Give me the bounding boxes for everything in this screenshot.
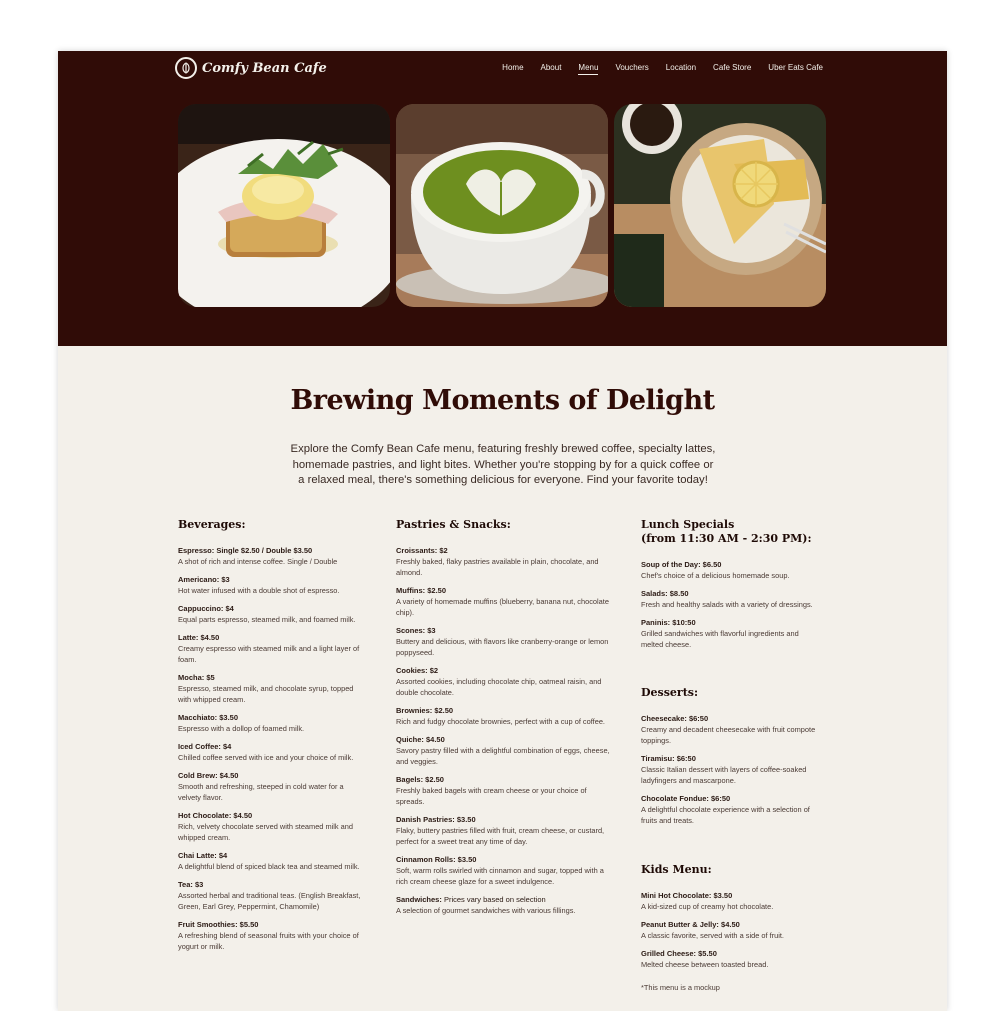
eggs-benedict-photo xyxy=(178,104,390,307)
item-description: Grilled sandwiches with flavorful ingredients and melted cheese. xyxy=(641,629,799,649)
item-name: Cappuccino: $4 xyxy=(178,604,234,613)
desserts-title: Desserts: xyxy=(641,686,699,699)
menu-item xyxy=(396,814,610,847)
item-description: Chilled coffee served with ice and your choice of milk. xyxy=(178,753,354,762)
right-column xyxy=(641,518,821,992)
lunch-title: Lunch Specials xyxy=(641,518,735,531)
item-description: Hot water infused with a double shot of espresso. xyxy=(178,586,340,595)
kids-title: Kids Menu: xyxy=(641,863,712,876)
item-description: Flaky, buttery pastries filled with fruit, cream cheese, or custard, perfect for a sweet treat any time of day. xyxy=(396,826,605,846)
item-description: Freshly baked bagels with cream cheese or your choice of spreads. xyxy=(396,786,587,806)
leaf-icon xyxy=(175,57,197,79)
item-description: Soft, warm rolls swirled with cinnamon and sugar, topped with a rich cream cheese glaze for a sweet indulgence. xyxy=(396,866,604,886)
nav-menu[interactable]: Menu xyxy=(578,63,598,75)
item-name: Cold Brew: $4.50 xyxy=(178,771,239,780)
brand-logo[interactable] xyxy=(175,57,327,79)
item-name: Latte: $4.50 xyxy=(178,633,220,642)
item-description: Creamy espresso with steamed milk and a light layer of foam. xyxy=(178,644,360,664)
menu-item xyxy=(178,741,368,763)
item-description: A delightful blend of spiced black tea and steamed milk. xyxy=(178,862,360,871)
beverages-title: Beverages: xyxy=(178,518,246,531)
menu-item xyxy=(178,850,368,872)
item-description: Chef's choice of a delicious homemade soup. xyxy=(641,571,790,580)
menu-item xyxy=(641,753,821,786)
menu-item xyxy=(641,890,821,912)
item-name: Bagels: $2.50 xyxy=(396,775,444,784)
item-name: Mocha: $5 xyxy=(178,673,215,682)
intro-paragraph: Explore the Comfy Bean Cafe menu, featuring freshly brewed coffee, specialty lattes, homemade pastries, and light bites. Whether you're stopping by for a quick coffee or a relaxed meal, there's something delicious for everyone. Find your favorite today! xyxy=(290,443,716,486)
matcha-latte-photo xyxy=(396,104,608,307)
nav-location[interactable]: Location xyxy=(665,63,697,72)
nav-cafe-store[interactable]: Cafe Store xyxy=(713,63,752,72)
item-name: Cookies: $2 xyxy=(396,666,439,675)
item-name: Quiche: $4.50 xyxy=(396,735,445,744)
item-description: Assorted herbal and traditional teas. (English Breakfast, Green, Earl Grey, Peppermint, Chamomile) xyxy=(178,891,361,911)
menu-item xyxy=(178,574,368,596)
item-name: Sandwiches: xyxy=(396,895,442,904)
menu-item xyxy=(641,559,821,581)
menu-item xyxy=(178,919,368,952)
item-description: Rich and fudgy chocolate brownies, perfect with a cup of coffee. xyxy=(396,717,605,726)
nav-uber-eats-cafe[interactable]: Uber Eats Cafe xyxy=(768,63,823,72)
item-price-note: Prices vary based on selection xyxy=(443,895,546,904)
lemon-cake-photo xyxy=(614,104,826,307)
item-name: Hot Chocolate: $4.50 xyxy=(178,811,253,820)
item-description: Espresso with a dollop of foamed milk. xyxy=(178,724,305,733)
item-name: Soup of the Day: $6.50 xyxy=(641,560,722,569)
menu-item xyxy=(396,734,610,767)
item-description: A kid-sized cup of creamy hot chocolate. xyxy=(641,902,774,911)
pastries-section xyxy=(396,518,610,916)
menu-item xyxy=(641,793,821,826)
menu-item xyxy=(641,713,821,746)
menu-item xyxy=(178,603,368,625)
menu-item xyxy=(396,665,610,698)
item-name: Danish Pastries: $3.50 xyxy=(396,815,476,824)
item-description: A classic favorite, served with a side of fruit. xyxy=(641,931,784,940)
menu-item xyxy=(178,810,368,843)
nav-about[interactable]: About xyxy=(540,63,562,72)
item-name: Brownies: $2.50 xyxy=(396,706,454,715)
item-description: Creamy and decadent cheesecake with fruit compote toppings. xyxy=(641,725,816,745)
item-name: Mini Hot Chocolate: $3.50 xyxy=(641,891,733,900)
item-name: Peanut Butter & Jelly: $4.50 xyxy=(641,920,740,929)
item-name: Espresso: Single $2.50 / Double $3.50 xyxy=(178,546,313,555)
menu-item xyxy=(178,545,368,567)
menu-item xyxy=(396,625,610,658)
item-description: Smooth and refreshing, steeped in cold water for a velvety flavor. xyxy=(178,782,344,802)
menu-item xyxy=(396,774,610,807)
item-name: Tiramisu: $6:50 xyxy=(641,754,696,763)
item-description: A variety of homemade muffins (blueberry, banana nut, chocolate chip). xyxy=(396,597,609,617)
item-name: Iced Coffee: $4 xyxy=(178,742,232,751)
item-description: A shot of rich and intense coffee. Single / Double xyxy=(178,557,338,566)
desserts-section xyxy=(641,686,821,826)
item-name: Americano: $3 xyxy=(178,575,230,584)
item-name: Tea: $3 xyxy=(178,880,204,889)
item-name: Grilled Cheese: $5.50 xyxy=(641,949,717,958)
page-headline: Brewing Moments of Delight xyxy=(290,385,715,416)
menu-item xyxy=(641,617,821,650)
item-description: Buttery and delicious, with flavors like cranberry-orange or lemon poppyseed. xyxy=(396,637,609,657)
menu-item xyxy=(178,770,368,803)
menu-item xyxy=(641,919,821,941)
item-description: A delightful chocolate experience with a selection of fruits and treats. xyxy=(641,805,810,825)
menu-item xyxy=(178,632,368,665)
mockup-footnote: *This menu is a mockup xyxy=(641,983,720,992)
hero-header xyxy=(58,51,947,346)
page-card xyxy=(58,51,947,1011)
pastries-title: Pastries & Snacks: xyxy=(396,518,511,531)
item-name: Macchiato: $3.50 xyxy=(178,713,239,722)
item-name: Croissants: $2 xyxy=(396,546,448,555)
nav-vouchers[interactable]: Vouchers xyxy=(615,63,649,72)
brand-name: Comfy Bean Cafe xyxy=(202,60,327,76)
menu-item xyxy=(178,879,368,912)
item-description: Espresso, steamed milk, and chocolate syrup, topped with whipped cream. xyxy=(178,684,354,704)
menu-item xyxy=(641,588,821,610)
item-description: Rich, velvety chocolate served with steamed milk and whipped cream. xyxy=(178,822,353,842)
menu-item xyxy=(396,585,610,618)
menu-item-sandwiches xyxy=(396,894,610,916)
menu-item xyxy=(396,545,610,578)
item-description: Classic Italian dessert with layers of coffee-soaked ladyfingers and mascarpone. xyxy=(641,765,807,785)
menu-item xyxy=(396,854,610,887)
item-name: Muffins: $2.50 xyxy=(396,586,447,595)
item-name: Salads: $8.50 xyxy=(641,589,689,598)
item-description: A selection of gourmet sandwiches with various fillings. xyxy=(396,906,576,915)
nav-home[interactable]: Home xyxy=(502,63,524,72)
lunch-specials-section xyxy=(641,518,821,650)
item-description: Savory pastry filled with a delightful combination of eggs, cheese, and veggies. xyxy=(396,746,610,766)
kids-menu-section xyxy=(641,863,821,992)
item-name: Paninis: $10:50 xyxy=(641,618,696,627)
item-description: A refreshing blend of seasonal fruits with your choice of yogurt or milk. xyxy=(178,931,359,951)
menu-item xyxy=(641,948,821,970)
item-name: Scones: $3 xyxy=(396,626,436,635)
menu-item xyxy=(178,672,368,705)
menu-item xyxy=(178,712,368,734)
item-name: Chocolate Fondue: $6:50 xyxy=(641,794,731,803)
item-name: Chai Latte: $4 xyxy=(178,851,228,860)
item-description: Equal parts espresso, steamed milk, and foamed milk. xyxy=(178,615,356,624)
lunch-hours: (from 11:30 AM - 2:30 PM): xyxy=(641,532,812,545)
item-description: Assorted cookies, including chocolate chip, oatmeal raisin, and double chocolate. xyxy=(396,677,602,697)
menu-item xyxy=(396,705,610,727)
main-nav xyxy=(485,63,823,75)
beverages-section xyxy=(178,518,368,952)
item-description: Fresh and healthy salads with a variety of dressings. xyxy=(641,600,813,609)
item-description: Freshly baked, flaky pastries available in plain, chocolate, and almond. xyxy=(396,557,599,577)
item-name: Fruit Smoothies: $5.50 xyxy=(178,920,259,929)
item-description: Melted cheese between toasted bread. xyxy=(641,960,769,969)
item-name: Cheesecake: $6:50 xyxy=(641,714,709,723)
item-name: Cinnamon Rolls: $3.50 xyxy=(396,855,477,864)
